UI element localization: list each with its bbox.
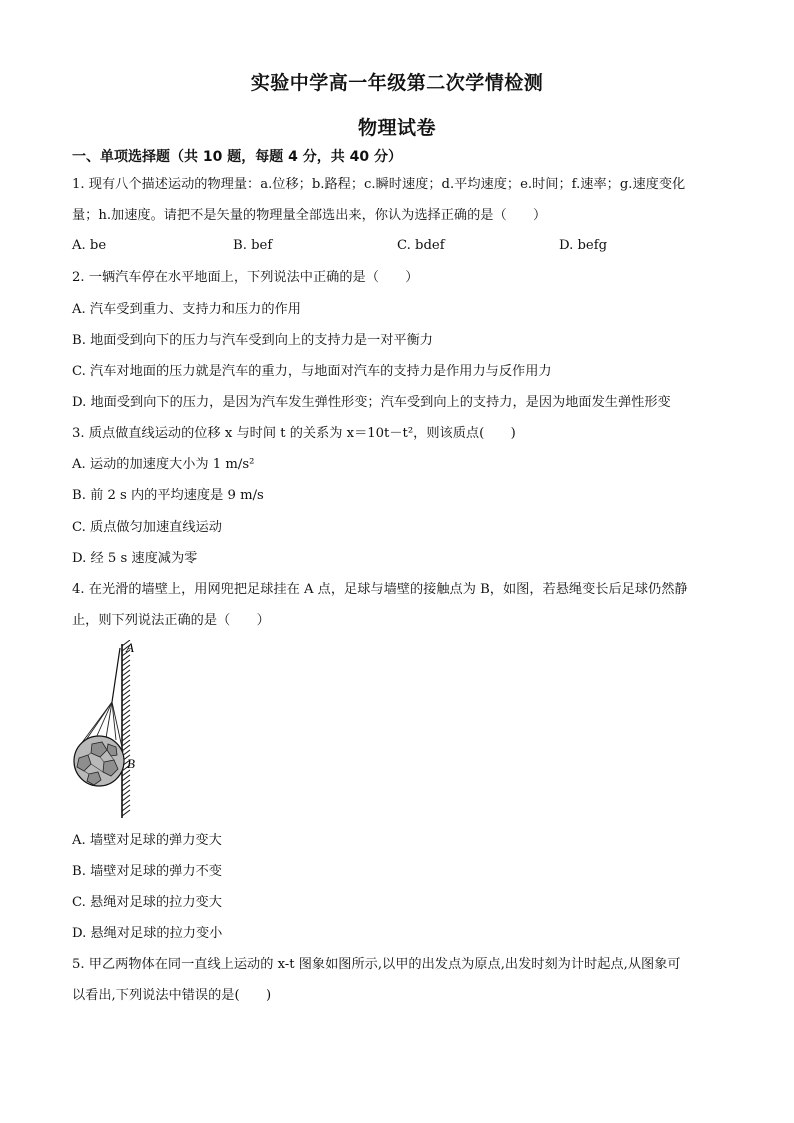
q4-option-c[interactable]: C. 悬绳对足球的拉力变大 bbox=[72, 895, 222, 910]
q5-stem-line2: 以看出,下列说法中错误的是( ) bbox=[72, 988, 272, 1003]
q3-option-c[interactable]: C. 质点做匀加速直线运动 bbox=[72, 520, 222, 535]
hatch-mark bbox=[122, 775, 130, 781]
q4-stem-line2: 止，则下列说法正确的是（ ） bbox=[72, 613, 270, 628]
q3-option-b[interactable]: B. 前 2 s 内的平均速度是 9 m/s bbox=[72, 488, 264, 503]
wall-hatching bbox=[122, 640, 130, 816]
hatch-mark bbox=[122, 725, 130, 731]
label-point-b: B bbox=[127, 756, 135, 771]
hatch-mark bbox=[122, 665, 130, 671]
q1-option-a[interactable]: A. be bbox=[72, 238, 107, 253]
q1-options bbox=[72, 238, 752, 256]
hatch-mark bbox=[122, 805, 130, 811]
section-heading: 一、单项选择题（共 10 题，每题 4 分，共 40 分） bbox=[72, 149, 402, 165]
q2-option-a[interactable]: A. 汽车受到重力、支持力和压力的作用 bbox=[72, 302, 301, 317]
q4-option-a[interactable]: A. 墙壁对足球的弹力变大 bbox=[72, 833, 222, 848]
q3-option-a[interactable]: A. 运动的加速度大小为 1 m/s² bbox=[72, 457, 255, 472]
exam-title: 实验中学高一年级第二次学情检测 bbox=[250, 72, 544, 94]
hatch-mark bbox=[122, 745, 130, 751]
hatch-mark bbox=[122, 710, 130, 716]
q1-option-d[interactable]: D. befg bbox=[559, 238, 608, 253]
q4-stem-line1: 4. 在光滑的墙壁上，用网兜把足球挂在 A 点，足球与墙壁的接触点为 B，如图，若悬绳变长后足球仍然静 bbox=[72, 582, 688, 597]
q2-option-d[interactable]: D. 地面受到向下的压力，是因为汽车发生弹性形变；汽车受到向上的支持力，是因为地面发生弹性形变 bbox=[72, 395, 671, 410]
hanging-rope bbox=[112, 648, 120, 702]
hatch-mark bbox=[122, 655, 130, 661]
hatch-mark bbox=[122, 675, 130, 681]
q1-stem-line2: 量；h.加速度。请把不是矢量的物理量全部选出来，你认为选择正确的是（ ） bbox=[72, 208, 547, 223]
hatch-mark bbox=[122, 715, 130, 721]
hatch-mark bbox=[122, 670, 130, 676]
hatch-mark bbox=[122, 680, 130, 686]
q5-stem-line1: 5. 甲乙两物体在同一直线上运动的 x-t 图象如图所示,以甲的出发点为原点,出发时刻为计时起点,从图象可 bbox=[72, 957, 681, 972]
hatch-mark bbox=[122, 730, 130, 736]
hatch-mark bbox=[122, 685, 130, 691]
hatch-mark bbox=[122, 690, 130, 696]
hatch-mark bbox=[122, 780, 130, 786]
hatch-mark bbox=[122, 740, 130, 746]
q4-option-b[interactable]: B. 墙壁对足球的弹力不变 bbox=[72, 864, 222, 879]
q2-option-b[interactable]: B. 地面受到向下的压力与汽车受到向上的支持力是一对平衡力 bbox=[72, 333, 433, 348]
exam-subtitle: 物理试卷 bbox=[357, 117, 436, 139]
hatch-mark bbox=[122, 695, 130, 701]
hatch-mark bbox=[122, 790, 130, 796]
hatch-mark bbox=[122, 705, 130, 711]
q4-option-d[interactable]: D. 悬绳对足球的拉力变小 bbox=[72, 926, 223, 941]
hatch-mark bbox=[122, 700, 130, 706]
hatch-mark bbox=[122, 785, 130, 791]
q1-stem-line1: 1. 现有八个描述运动的物理量：a.位移；b.路程；c.瞬时速度；d.平均速度；e.时间；f.速率；g.速度变化 bbox=[72, 177, 686, 192]
q3-stem: 3. 质点做直线运动的位移 x 与时间 t 的关系为 x＝10t－t²，则该质点( ) bbox=[72, 426, 516, 441]
hatch-mark bbox=[122, 720, 130, 726]
wall-ball-figure bbox=[70, 640, 160, 822]
hatch-mark bbox=[122, 795, 130, 801]
wall-ball-diagram bbox=[70, 640, 160, 822]
q2-option-c[interactable]: C. 汽车对地面的压力就是汽车的重力，与地面对汽车的支持力是作用力与反作用力 bbox=[72, 364, 552, 379]
hatch-mark bbox=[122, 660, 130, 666]
q2-stem: 2. 一辆汽车停在水平地面上，下列说法中正确的是（ ） bbox=[72, 270, 419, 285]
hatch-mark bbox=[122, 800, 130, 806]
q1-option-b[interactable]: B. bef bbox=[233, 238, 273, 253]
q1-option-c[interactable]: C. bdef bbox=[397, 238, 445, 253]
q3-option-d[interactable]: D. 经 5 s 速度减为零 bbox=[72, 551, 198, 566]
label-point-a: A bbox=[126, 640, 134, 655]
hatch-mark bbox=[122, 810, 130, 816]
hatch-mark bbox=[122, 735, 130, 741]
